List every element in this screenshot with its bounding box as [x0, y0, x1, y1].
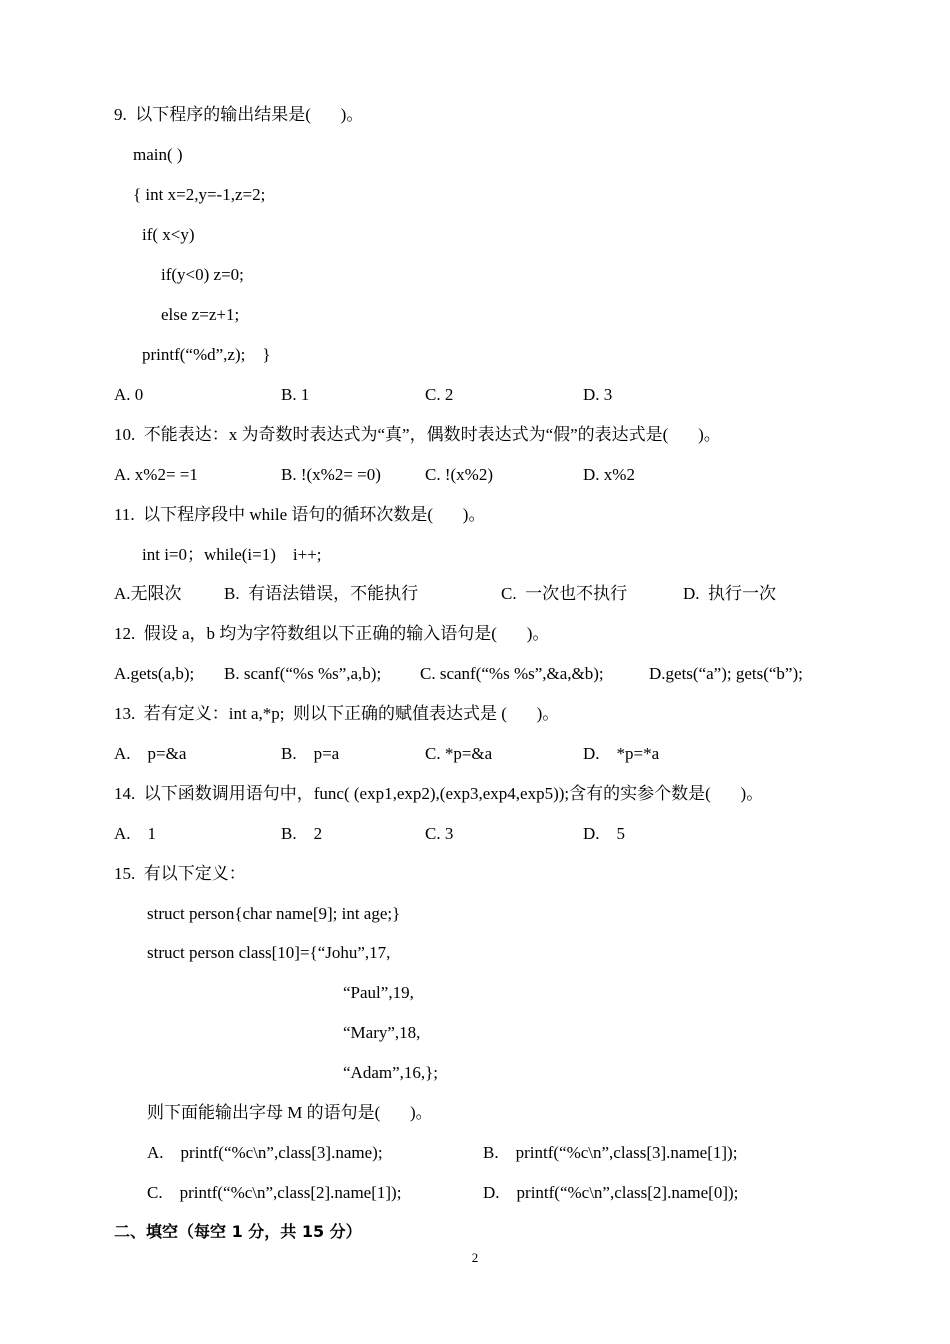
q12-option-c: C. scanf(“%s %s”,&a,&b);: [420, 664, 604, 683]
q9-option-b: B. 1: [281, 385, 310, 404]
q15-code-line: “Mary”,18,: [343, 1023, 421, 1042]
q9-code-line: if(y<0) z=0;: [161, 265, 244, 284]
q13-option-b: B. p=a: [281, 744, 340, 763]
q15-option-d: D. printf(“%c\n”,class[2].name[0]);: [483, 1183, 739, 1202]
q9-code-line: main( ): [133, 145, 183, 164]
q10-option-b: B. !(x%2= =0): [281, 465, 381, 484]
q15-option-b: B. printf(“%c\n”,class[3].name[1]);: [483, 1143, 738, 1162]
q15-code-line: “Paul”,19,: [343, 983, 414, 1002]
q15-stem: 15. 有以下定义：: [114, 864, 246, 883]
q14-option-b: B. 2: [281, 824, 323, 843]
q15-code-line: struct person{char name[9]; int age;}: [147, 904, 401, 923]
q11-option-c: C. 一次也不执行: [501, 584, 628, 603]
q12-option-a: A.gets(a,b);: [114, 664, 195, 683]
q12-option-d: D.gets(“a”); gets(“b”);: [649, 664, 803, 683]
q15-prompt: 则下面能输出字母 M 的语句是( )。: [147, 1103, 433, 1122]
q14-option-a: A. 1: [114, 824, 157, 843]
q15-option-c: C. printf(“%c\n”,class[2].name[1]);: [147, 1183, 402, 1202]
q9-option-d: D. 3: [583, 385, 613, 404]
q14-option-c: C. 3: [425, 824, 454, 843]
q15-code-line: struct person class[10]={“Johu”,17,: [147, 943, 391, 962]
q14-stem: 14. 以下函数调用语句中，func( (exp1,exp2),(exp3,exp4,exp5));含有的实参个数是( )。: [114, 784, 764, 803]
page-number: 2: [471, 1250, 479, 1265]
q12-option-b: B. scanf(“%s %s”,a,b);: [224, 664, 382, 683]
q9-option-c: C. 2: [425, 385, 454, 404]
q9-code-line: if( x<y): [142, 225, 195, 244]
q15-code-line: “Adam”,16,};: [343, 1063, 439, 1082]
q12-stem: 12. 假设 a，b 均为字符数组以下正确的输入语句是( )。: [114, 624, 550, 643]
q10-option-a: A. x%2= =1: [114, 465, 198, 484]
q10-option-c: C. !(x%2): [425, 465, 493, 484]
q11-option-b: B. 有语法错误，不能执行: [224, 584, 419, 603]
q13-option-a: A. p=&a: [114, 744, 187, 763]
q9-code-line: printf(“%d”,z); }: [142, 345, 271, 364]
q11-code-line: int i=0；while(i=1) i++;: [142, 545, 322, 564]
q11-stem: 11. 以下程序段中 while 语句的循环次数是( )。: [114, 505, 486, 524]
q11-option-a: A.无限次: [114, 584, 182, 603]
q14-option-d: D. 5: [583, 824, 626, 843]
q9-stem: 9. 以下程序的输出结果是( )。: [114, 105, 364, 124]
q9-code-line: else z=z+1;: [161, 305, 240, 324]
q13-option-c: C. *p=&a: [425, 744, 493, 763]
q13-stem: 13. 若有定义：int a,*p; 则以下正确的赋值表达式是 ( )。: [114, 704, 560, 723]
q10-option-d: D. x%2: [583, 465, 635, 484]
q9-option-a: A. 0: [114, 385, 144, 404]
section-heading: 二、填空（每空 1 分，共 15 分）: [114, 1222, 362, 1241]
q13-option-d: D. *p=*a: [583, 744, 660, 763]
q15-option-a: A. printf(“%c\n”,class[3].name);: [147, 1143, 383, 1162]
q9-code-line: { int x=2,y=-1,z=2;: [133, 185, 266, 204]
q10-stem: 10. 不能表达：x 为奇数时表达式为“真”，偶数时表达式为“假”的表达式是( )。: [114, 425, 721, 444]
q11-option-d: D. 执行一次: [683, 584, 777, 603]
